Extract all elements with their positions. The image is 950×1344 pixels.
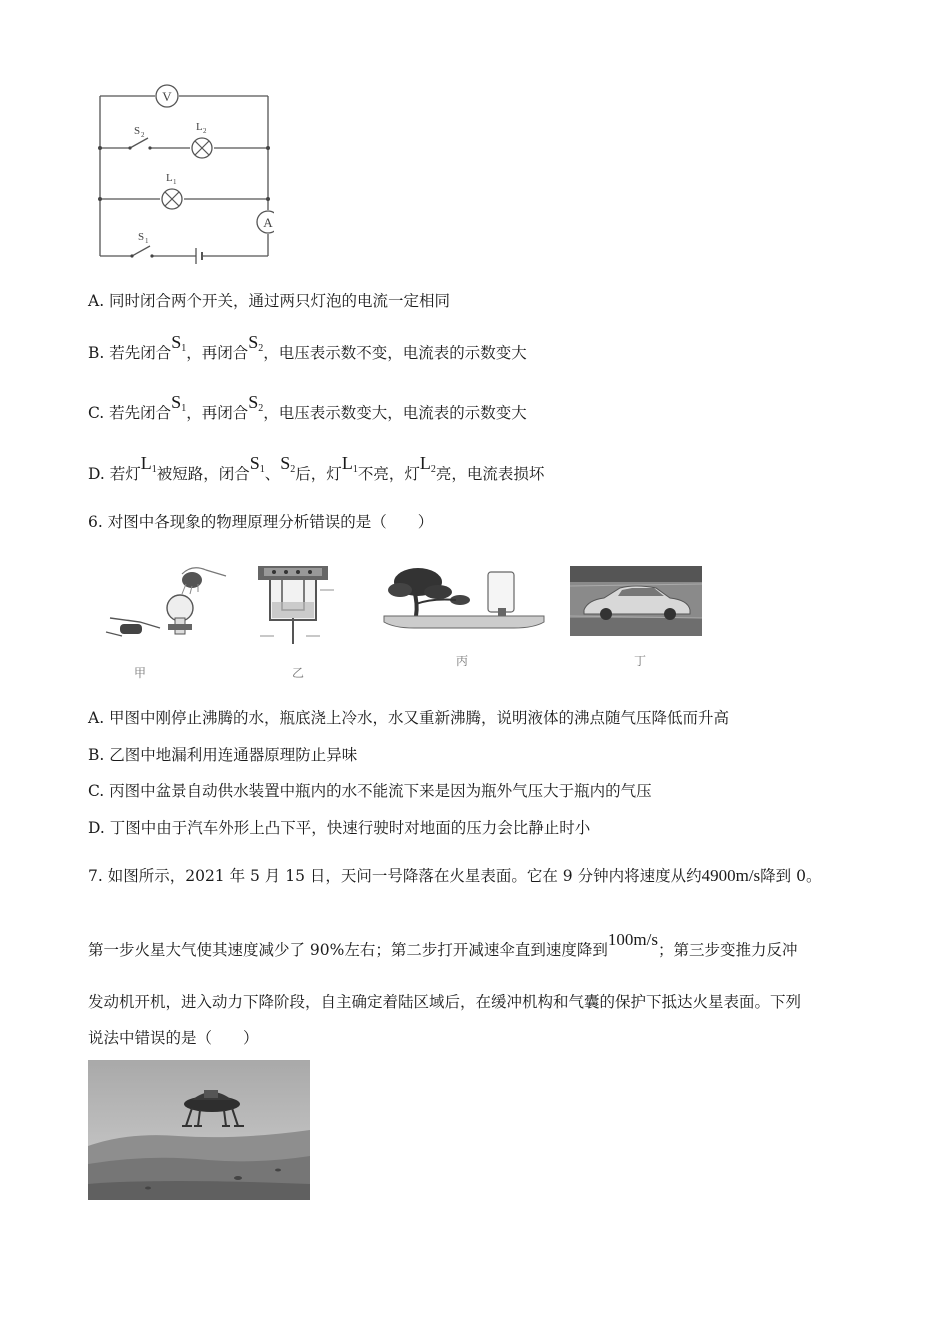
q7-line-3: 发动机开机，进入动力下降阶段，自主确定着陆区域后，在缓冲机构和气囊的保护下抵达火星表面。下列 — [88, 993, 802, 1011]
q6-stem: 6. 对图中各现象的物理原理分析错误的是（ ） — [88, 513, 434, 531]
circuit-diagram — [92, 82, 274, 264]
q5-option-a: A. 同时闭合两个开关，通过两只灯泡的电流一定相同 — [88, 292, 451, 310]
svg-text:1: 1 — [173, 178, 177, 186]
voltmeter-symbol — [156, 85, 178, 107]
q7-line-2: 第一步火星大气使其速度减少了 90%左右；第二步打开减速伞直到速度降到100m/s；第三步变推力反冲 — [88, 930, 798, 959]
svg-text:L: L — [166, 172, 173, 184]
q5-option-d: D. 若灯$L_1$被短路，闭合$S_1$、$S_2$后，灯$L_1$不亮，灯$L_2$亮，电流表损坏 — [88, 453, 545, 483]
q5-option-c: C. 若先闭合$S_1$，再闭合$S_2$，电压表示数变大，电流表的示数变大 — [88, 392, 527, 422]
lamp-l1-symbol — [162, 172, 182, 209]
q6-option-c: C. 丙图中盆景自动供水装置中瓶内的水不能流下来是因为瓶外气压大于瓶内的气压 — [88, 782, 652, 800]
ammeter-symbol — [257, 211, 274, 233]
figure-yi-floor-drain — [254, 560, 348, 646]
q6-option-b: B. 乙图中地漏利用连通器原理防止异味 — [88, 746, 358, 764]
figure-label-yi: 乙 — [292, 666, 305, 680]
q5-option-b: B. 若先闭合$S_1$，再闭合$S_2$，电压表示数不变，电流表的示数变大 — [88, 332, 527, 362]
svg-text:L: L — [196, 121, 203, 133]
q6-option-a: A. 甲图中刚停止沸腾的水，瓶底浇上冷水，水又重新沸腾，说明液体的沸点随气压降低而升高 — [88, 709, 730, 727]
switch-s2-sub: 2 — [141, 131, 145, 139]
q7-line-4: 说法中错误的是（ ） — [88, 1029, 259, 1047]
figure-jia-flask — [102, 560, 234, 646]
switch-s1-sub: 1 — [145, 237, 149, 245]
svg-text:V: V — [162, 89, 172, 104]
mars-lander-photo — [88, 1060, 310, 1200]
switch-s1-label: S — [138, 231, 145, 243]
svg-text:2: 2 — [203, 127, 207, 135]
figure-label-bing: 丙 — [456, 654, 469, 668]
lamp-l2-symbol — [192, 121, 212, 158]
q7-line-1: 7. 如图所示，2021 年 5 月 15 日，天问一号降落在火星表面。它在 9 分钟内将速度从约4900m/s降到 0。 — [88, 866, 822, 885]
q6-option-d: D. 丁图中由于汽车外形上凸下平，快速行驶时对地面的压力会比静止时小 — [88, 819, 591, 837]
figure-ding-car — [570, 566, 702, 636]
svg-text:A: A — [263, 215, 273, 230]
figure-label-ding: 丁 — [634, 654, 647, 668]
switch-s2-label: S — [134, 125, 141, 137]
figure-label-jia: 甲 — [134, 666, 147, 680]
figure-bing-bonsai — [380, 560, 548, 640]
